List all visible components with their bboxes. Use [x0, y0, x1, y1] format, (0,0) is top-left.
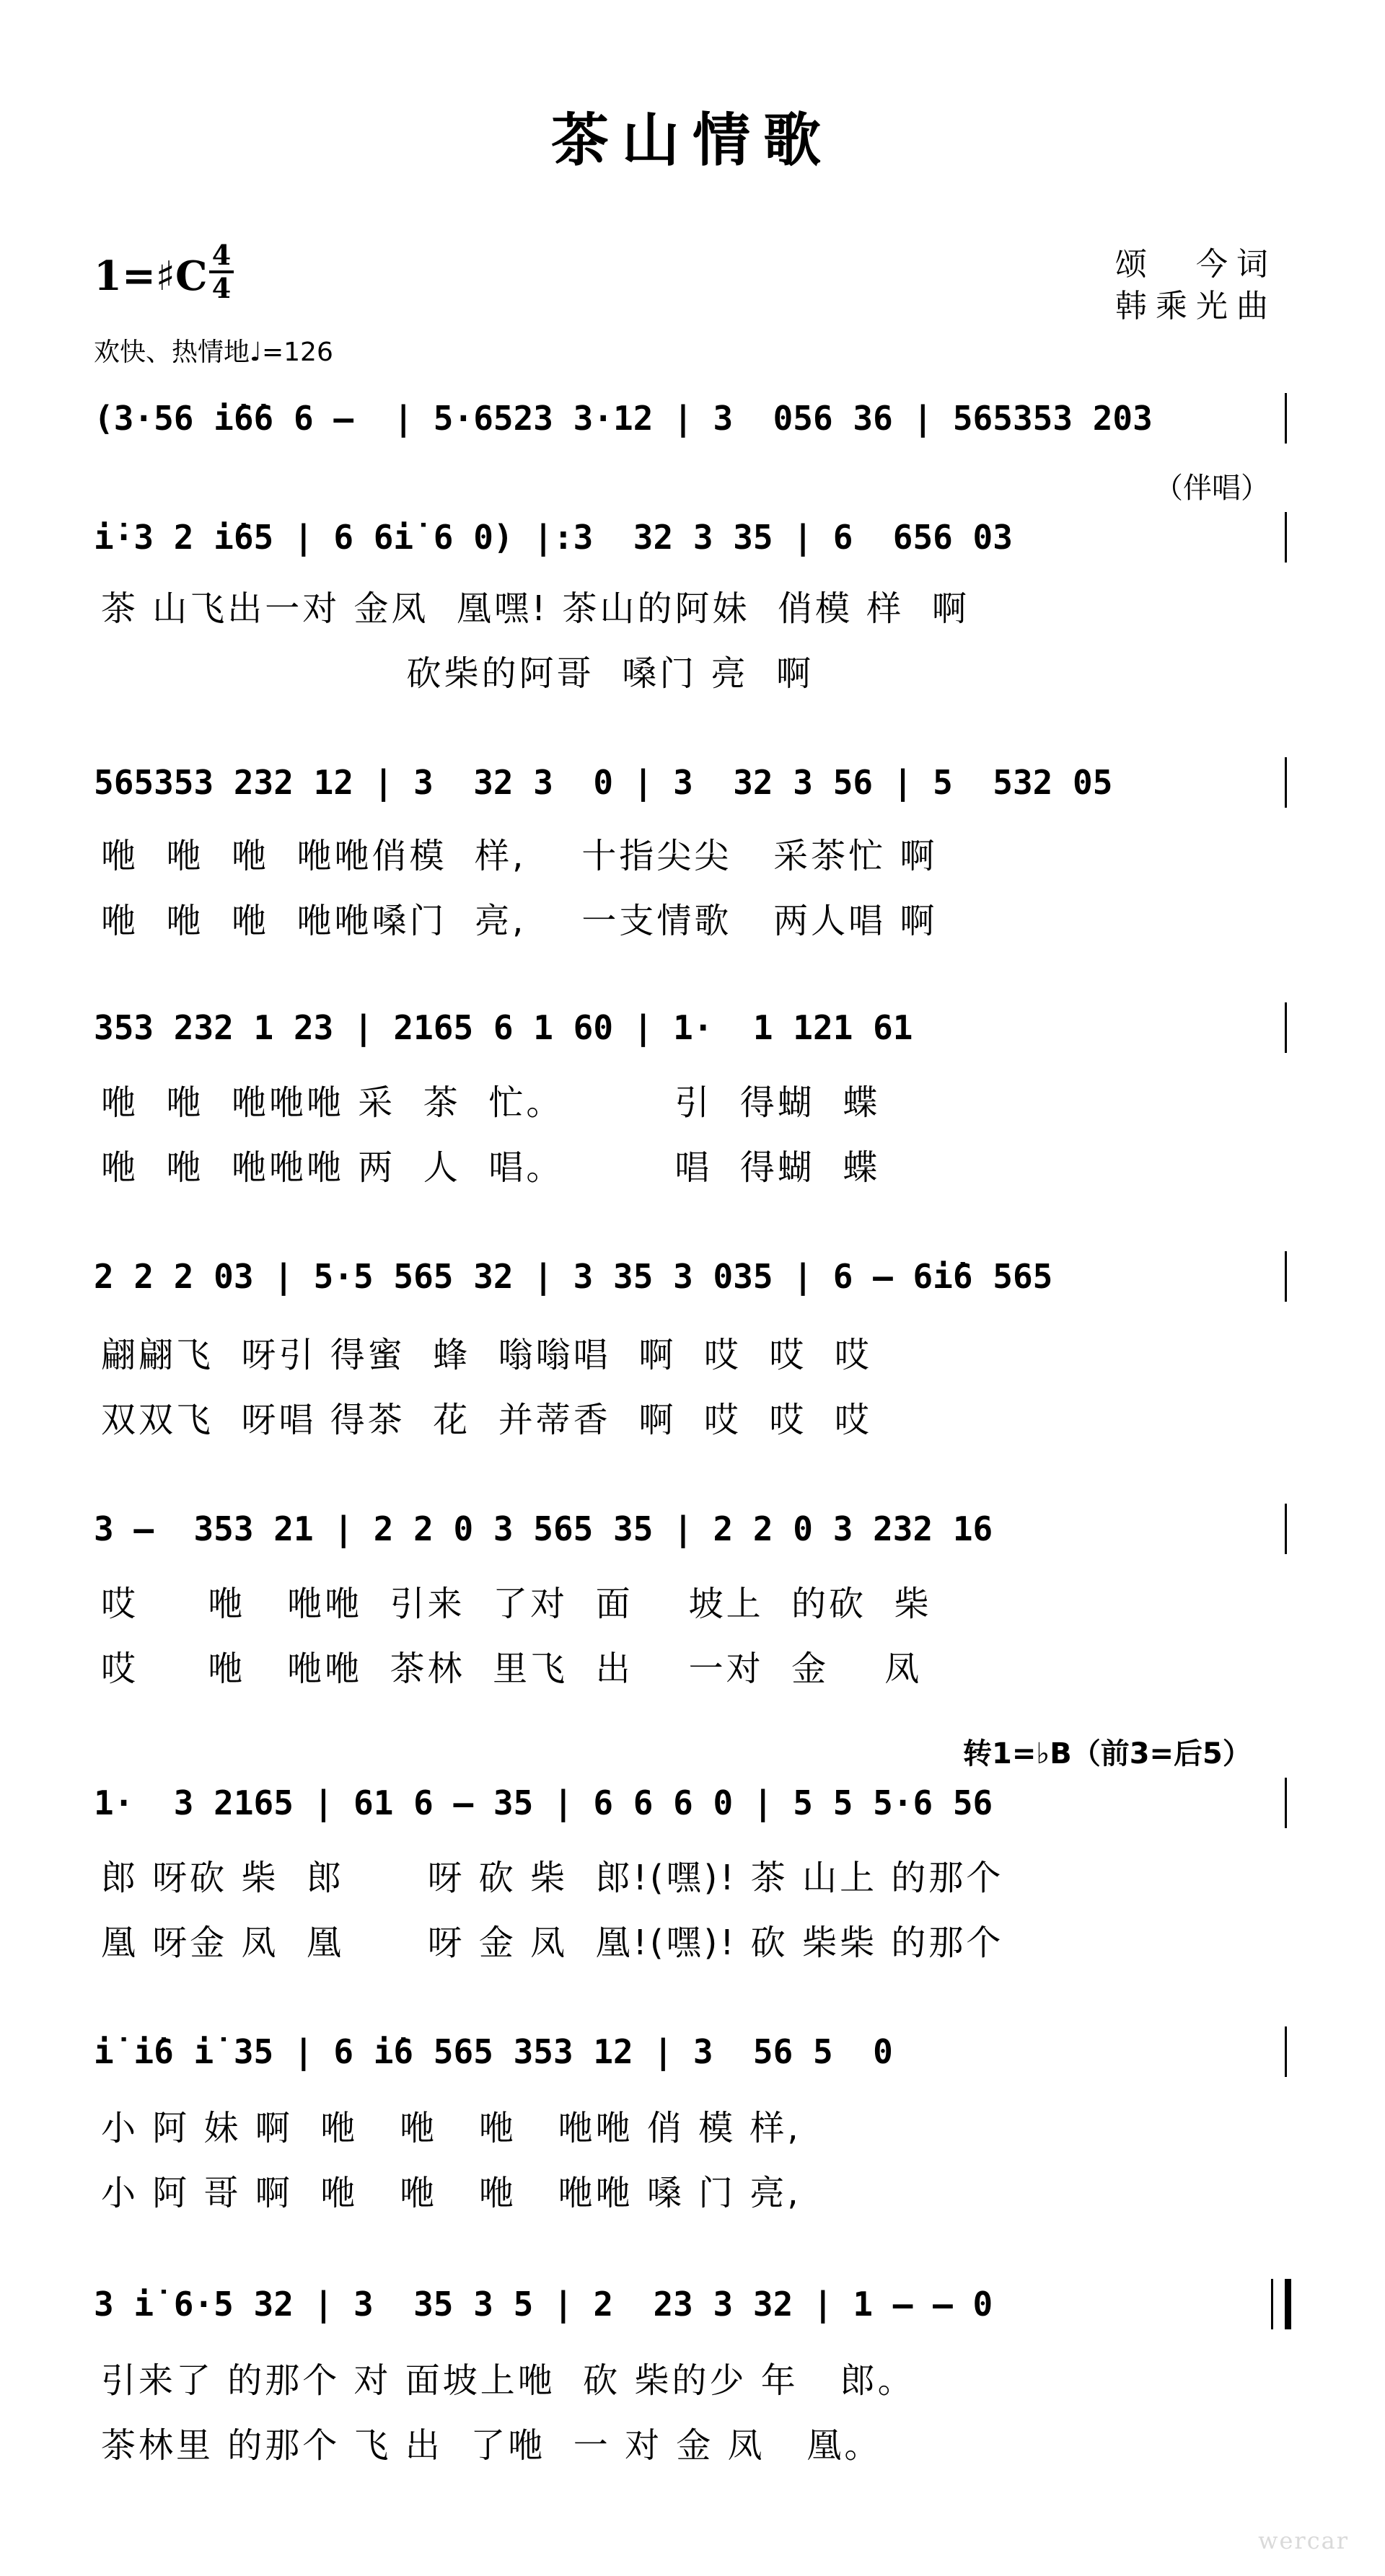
music-line-3 [94, 757, 1291, 808]
lyric-8-verse-1: 小 阿 妹 啊 咃 咃 咃 咃咃 俏 模 样, [101, 2108, 801, 2148]
lyric-9-verse-2: 茶林里 的那个 飞 出 了咃 一 对 金 凤 凰。 [101, 2425, 882, 2466]
music-line-2 [94, 512, 1291, 563]
notation-6: 3 – 353 21 | 2 2 0 3 565 35 | 2 2 0 3 232 16 [94, 1509, 993, 1548]
lyric-2-verse-2: 砍柴的阿哥 嗓门 亮 啊 [101, 653, 814, 694]
notation-7: 1· 3 2165 | 61 6 – 35 | 6 6 6 0 | 5 5 5·6 56 [94, 1783, 993, 1822]
lyric-5-verse-2: 双双飞 呀唱 得茶 花 并蒂香 啊 哎 哎 哎 [101, 1400, 872, 1440]
barline [1285, 757, 1291, 808]
barline [1285, 1002, 1291, 1053]
music-line-4 [94, 1002, 1291, 1053]
barline [1285, 1778, 1291, 1828]
time-signature-bottom: 4 [211, 272, 232, 304]
notation-8: i̇ i̇6 i̇ 35 | 6 i̇6 565 353 12 | 3 56 5 0 [94, 2032, 893, 2071]
notation-5: 2 2 2 03 | 5·5 565 32 | 3 35 3 035 | 6 – 6i̇6 565 [94, 1257, 1053, 1296]
notation-4: 353 232 1 23 | 2165 6 1 60 | 1· 1 121 61 [94, 1008, 913, 1047]
key-signature: 1=♯C [94, 252, 208, 300]
barline [1285, 1251, 1291, 1302]
notation-1: (3·56 i̇6̇6 6 – | 5·6523 3·12 | 3 056 36 | 565353 203 [94, 399, 1153, 438]
lyric-6-verse-2: 哎 咃 咃咃 茶林 里飞 出 一对 金 凤 [101, 1649, 923, 1689]
tempo-marking: 欢快、热情地♩=126 [94, 338, 333, 367]
lyric-2-verse-1: 茶 山飞出一对 金凤 凰嘿! 茶山的阿妹 俏模 样 啊 [101, 588, 970, 629]
lyric-9-verse-1: 引来了 的那个 对 面坡上咃 砍 柴的少 年 郎。 [101, 2360, 915, 2401]
barline [1285, 393, 1291, 444]
music-line-5 [94, 1251, 1291, 1302]
music-line-1 [94, 393, 1291, 444]
barline [1285, 1504, 1291, 1554]
notation-3: 565353 232 12 | 3 32 3 0 | 3 32 3 56 | 5 532 05 [94, 763, 1113, 802]
notation-2: i̇·3 2 i̇65 | 6 6i̇ 6 0) |:3 32 3 35 | 6 656 03 [94, 518, 1013, 557]
lyric-8-verse-2: 小 阿 哥 啊 咃 咃 咃 咃咃 嗓 门 亮, [101, 2173, 801, 2213]
time-signature [209, 239, 234, 304]
music-line-7 [94, 1778, 1291, 1828]
companion-annotation: （伴唱） [1154, 472, 1270, 505]
lyric-3-verse-1: 咃 咃 咃 咃咃俏模 样, 十指尖尖 采茶忙 啊 [101, 836, 938, 876]
lyric-4-verse-1: 咃 咃 咃咃咃 采 茶 忙。 引 得蝴 蝶 [101, 1082, 881, 1123]
final-barline [1271, 2279, 1291, 2329]
notation-9: 3 i̇ 6·5 32 | 3 35 3 5 | 2 23 3 32 | 1 – – 0 [94, 2285, 993, 2324]
modulation-annotation: 转1=♭B（前3=后5） [963, 1737, 1252, 1770]
watermark-text: wercar [1258, 2527, 1349, 2554]
music-line-8 [94, 2026, 1291, 2077]
lyric-6-verse-1: 哎 咃 咃咃 引来 了对 面 坡上 的砍 柴 [101, 1584, 932, 1624]
lyric-5-verse-1: 翩翩飞 呀引 得蜜 蜂 嗡嗡唱 啊 哎 哎 哎 [101, 1335, 872, 1375]
lyricist-credit: 颂 今词 [1115, 246, 1277, 283]
lyric-7-verse-1: 郎 呀砍 柴 郎 呀 砍 柴 郎!(嘿)! 茶 山上 的那个 [101, 1858, 1004, 1898]
lyric-3-verse-2: 咃 咃 咃 咃咃嗓门 亮, 一支情歌 两人唱 啊 [101, 901, 938, 941]
lyric-7-verse-2: 凰 呀金 凤 凰 呀 金 凤 凰!(嘿)! 砍 柴柴 的那个 [101, 1923, 1004, 1963]
barline [1285, 2026, 1291, 2077]
lyric-4-verse-2: 咃 咃 咃咃咃 两 人 唱。 唱 得蝴 蝶 [101, 1147, 881, 1188]
music-line-9 [94, 2279, 1291, 2329]
composer-credit: 韩乘光曲 [1115, 288, 1277, 325]
time-signature-top: 4 [211, 239, 232, 271]
barline [1285, 512, 1291, 563]
music-line-6 [94, 1504, 1291, 1554]
song-title: 茶山情歌 [551, 107, 834, 174]
